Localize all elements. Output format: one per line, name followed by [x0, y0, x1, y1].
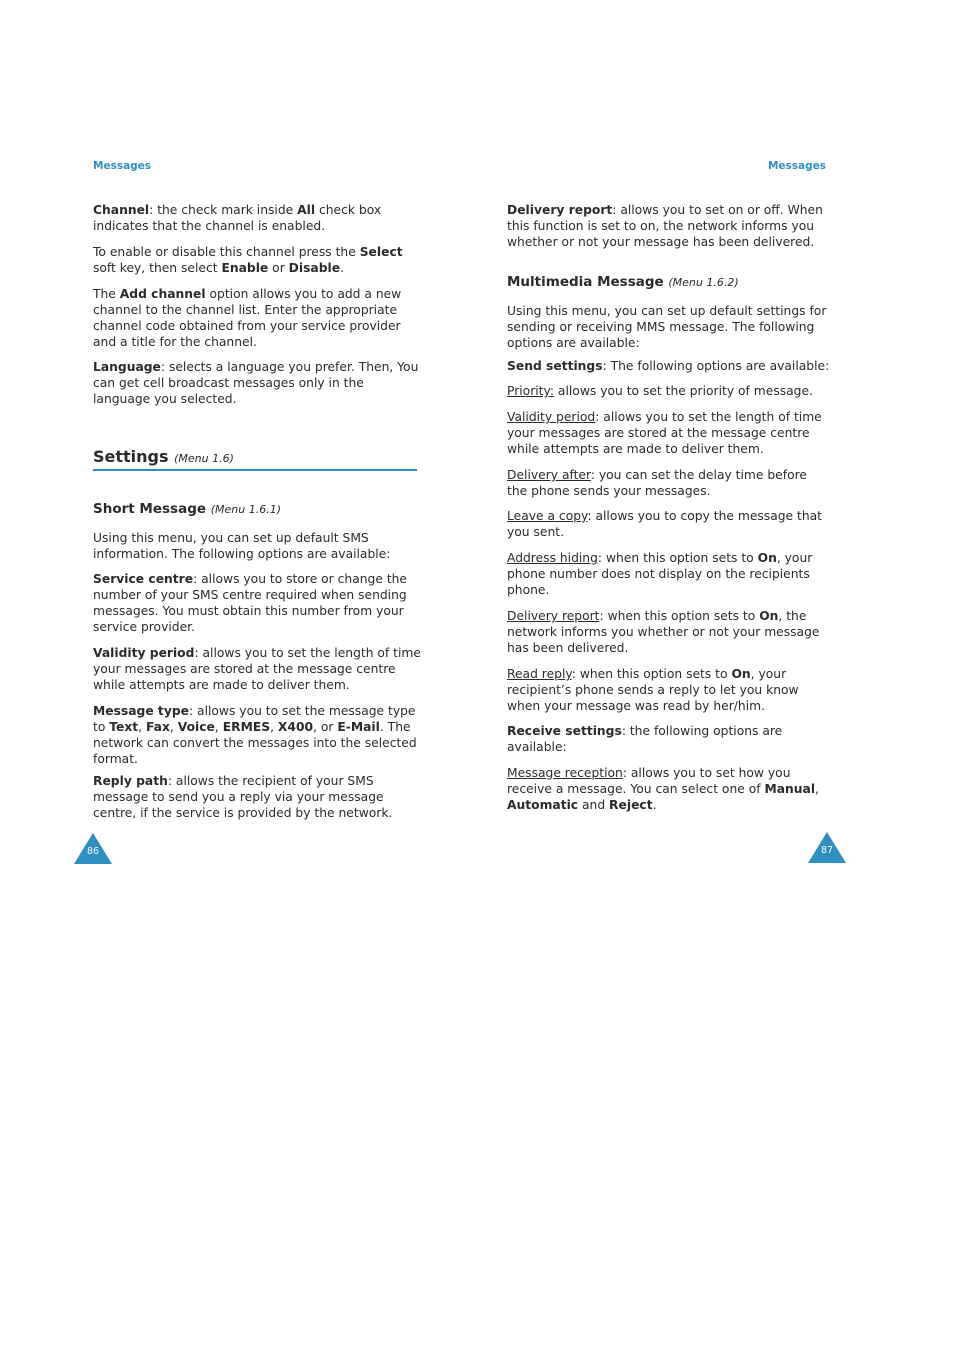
priority-paragraph: Priority: allows you to set the priority of message.: [507, 384, 813, 398]
settings-heading: Settings (Menu 1.6): [93, 447, 417, 471]
delivery-report-paragraph: Delivery report: allows you to set on or off. When this function is set to on, the network informs you whether or not your message has been delivered.: [507, 203, 823, 249]
running-head-left: Messages: [93, 160, 152, 172]
reply-path-paragraph: Reply path: allows the recipient of your SMS message to send you a reply via your message centre, if the service is provided by the network.: [93, 774, 393, 820]
running-head-right: Messages: [767, 160, 826, 172]
receive-settings-paragraph: Receive settings: the following options are available:: [507, 724, 783, 754]
page-number-left: 86: [86, 846, 100, 857]
language-paragraph: Language: selects a language you prefer. Then, You can get cell broadcast messages only in the language you selected.: [93, 360, 419, 406]
send-settings-paragraph: Send settings: The following options are available:: [507, 359, 830, 373]
channel-paragraph: Channel: the check mark inside All check box indicates that the channel is enabled.: [93, 203, 382, 233]
mms-delivery-report-paragraph: Delivery report: when this option sets to On, the network informs you whether or not your message has been delivered.: [507, 609, 820, 655]
message-reception-paragraph: Message reception: allows you to set how you receive a message. You can select one of Manual, Automatic and Reject.: [507, 766, 819, 812]
multimedia-intro: Using this menu, you can set up default settings for sending or receiving MMS message. The following options are available:: [507, 304, 827, 350]
short-message-intro: Using this menu, you can set up default SMS information. The following options are available:: [93, 531, 391, 561]
delivery-after-paragraph: Delivery after: you can set the delay time before the phone sends your messages.: [507, 468, 807, 498]
multimedia-message-menu-ref: (Menu 1.6.2): [668, 276, 739, 289]
short-message-menu-ref: (Menu 1.6.1): [210, 503, 281, 516]
mms-validity-paragraph: Validity period: allows you to set the length of time your messages are stored at the message centre while attempts are made to deliver them.: [507, 410, 822, 456]
add-channel-paragraph: The Add channel option allows you to add a new channel to the channel list. Enter the appropriate channel code obtained from your service provider and a title for the channel.: [93, 287, 402, 349]
validity-period-paragraph: Validity period: allows you to set the length of time your messages are stored at the message centre while attempts are made to deliver them.: [93, 646, 421, 692]
service-centre-paragraph: Service centre: allows you to store or change the number of your SMS centre required when sending messages. You must obtain this number from your service provider.: [93, 572, 407, 634]
read-reply-paragraph: Read reply: when this option sets to On, your recipient’s phone sends a reply to let you know when your message was read by her/him.: [507, 667, 799, 713]
page-number-right: 87: [820, 845, 834, 856]
multimedia-message-heading: Multimedia Message (Menu 1.6.2): [507, 274, 739, 290]
enable-paragraph: To enable or disable this channel press the Select soft key, then select Enable or Disable.: [93, 245, 403, 275]
short-message-heading: Short Message (Menu 1.6.1): [93, 501, 281, 517]
leave-copy-paragraph: Leave a copy: allows you to copy the message that you sent.: [507, 509, 822, 539]
message-type-paragraph: Message type: allows you to set the message type to Text, Fax, Voice, ERMES, X400, or E-Mail. The network can convert the messages into the selected format.: [93, 704, 417, 766]
address-hiding-paragraph: Address hiding: when this option sets to On, your phone number does not display on the recipients phone.: [507, 551, 813, 597]
settings-menu-ref: (Menu 1.6): [174, 452, 234, 465]
